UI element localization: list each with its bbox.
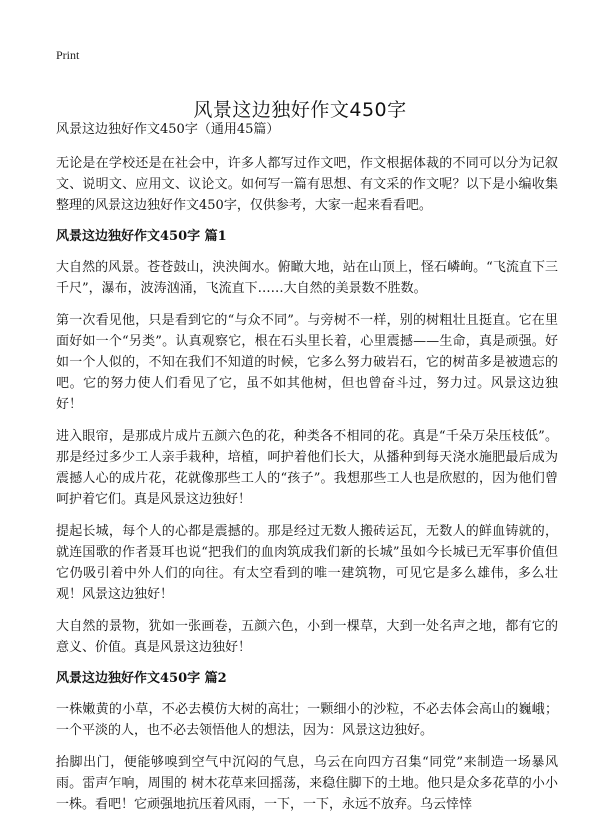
section-heading: 风景这边独好作文450字 篇1 <box>56 229 227 244</box>
print-label[interactable]: Print <box>56 48 80 62</box>
section-paragraph: 抬脚出门，便能够嗅到空气中沉闷的气息，乌云在向四方召集“同党”来制造一场暴风雨。雷声乍响，周围的 树木花草来回摇荡，来稳住脚下的土地。他只是众多花草的小小一株。看吧！它顽强地抗压着风雨，一下，一下，永远不放弃。乌云悻悻 <box>56 755 558 812</box>
article-body <box>56 120 558 826</box>
section-paragraph: 一株嫩黄的小草，不必去模仿大树的高壮；一颗细小的沙粒，不必去体会高山的巍峨；一个平淡的人，也不必去领悟他人的想法，因为：风景这边独好。 <box>56 702 558 738</box>
section-paragraph: 进入眼帘，是那成片成片五颜六色的花，种类各不相同的花。真是“千朵万朵压枝低”。那是经过多少工人亲手栽种，培植，呵护着他们长大，从播种到每天浇水施肥最后成为震撼人心的成片花，花就像那些工人的“孩子”。我想那些工人也是欣慰的，因为他们曾呵护着它们。真是风景这边独好！ <box>56 429 558 507</box>
intro-paragraph: 无论是在学校还是在社会中，许多人都写过作文吧，作文根据体裁的不同可以分为记叙文、说明文、应用文、议论文。如何写一篇有思想、有文采的作文呢？以下是小编收集整理的风景这边独好作文450字，仅供参考，大家一起来看看吧。 <box>56 156 558 213</box>
page-title: 风景这边独好作文450字 <box>193 98 407 121</box>
section-heading: 风景这边独好作文450字 篇2 <box>56 671 227 686</box>
section-paragraph: 大自然的风景。苍苍鼓山，泱泱闽水。俯瞰大地，站在山顶上，怪石嶙峋。“飞流直下三千尺”，瀑布，波涛汹涌，飞流直下……大自然的美景数不胜数。 <box>56 260 558 296</box>
section-paragraph: 第一次看见他，只是看到它的“与众不同”。与旁树不一样，别的树粗壮且挺直。它在里面好如一个“另类”。认真观察它，根在石头里长着，心里震撼——生命，真是顽强。好如一个人似的，不知在我们不知道的时候，它多么努力破岩石，它的树苗多是被遗忘的吧。它的努力使人们看见了它，虽不如其他树，但也曾奋斗过，努力过。风景这边独好！ <box>56 313 558 412</box>
section-paragraph: 提起长城，每个人的心都是震撼的。那是经过无数人搬砖运瓦，无数人的鲜血铸就的，就连国歌的作者聂耳也说“把我们的血肉筑成我们新的长城”虽如今长城已无军事价值但它仍吸引着中外人们的向往。有太空看到的唯一建筑物，可见它是多么雄伟，多么壮观！风景这边独好！ <box>56 524 558 602</box>
section-paragraph: 大自然的景物，犹如一张画卷，五颜六色，小到一棵草，大到一处名声之地，都有它的意义、价值。真是风景这边独好！ <box>56 619 558 655</box>
article-subtitle: 风景这边独好作文450字（通用45篇） <box>56 122 280 137</box>
